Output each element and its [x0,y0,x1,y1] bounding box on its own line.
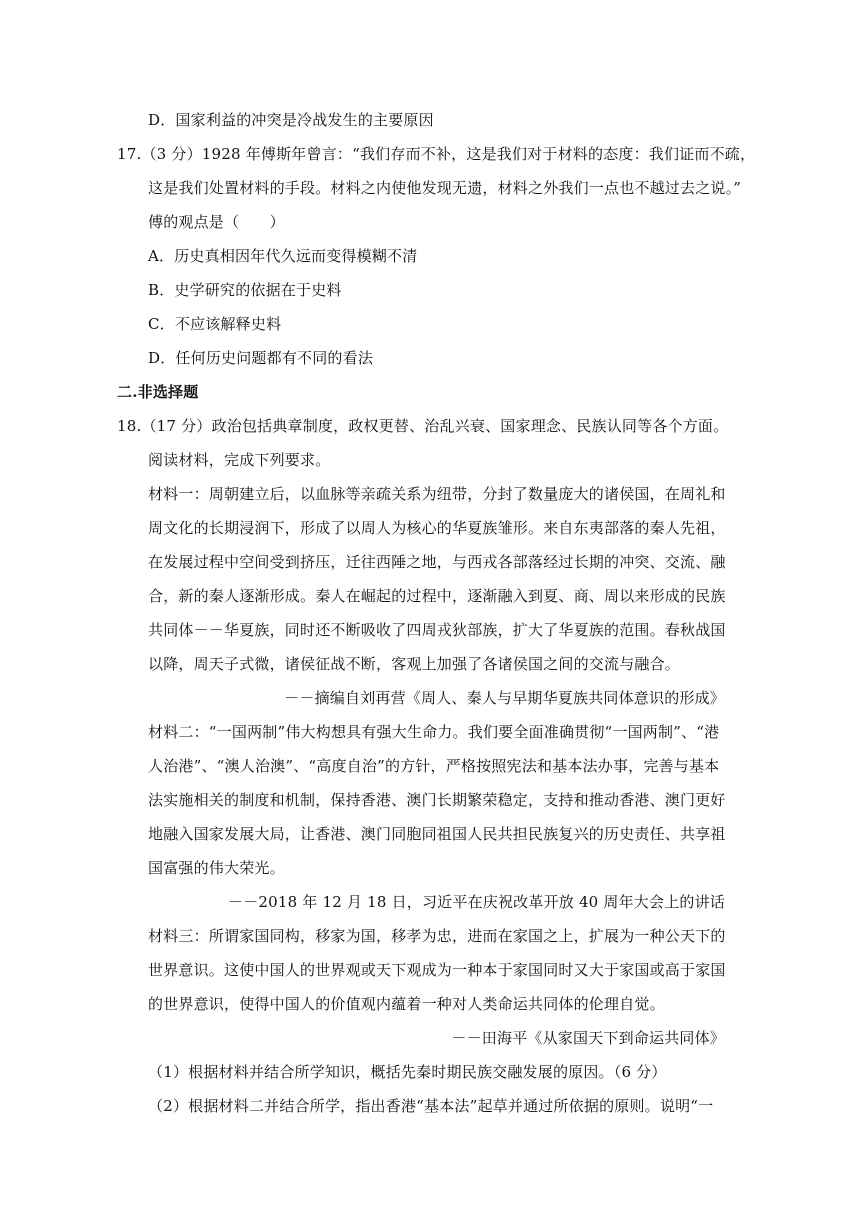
material-2-line: 材料二：“一国两制”伟大构想具有强大生命力。我们要全面准确贯彻“一国两制”、“港 [148,723,720,741]
material-3-line: 世界意识。这使中国人的世界观或天下观成为一种本于家国同时又大于家国或高于家国 [148,961,726,979]
material-2-line: 地融入国家发展大局，让香港、澳门同胞同祖国人民共担民族复兴的历史责任、共享祖 [148,825,726,843]
material-1-source: －－摘编自刘再营《周人、秦人与早期华夏族共同体意识的形成》 [284,689,725,707]
material-3-line: 材料三：所谓家国同构，移家为国，移孝为忠，进而在家国之上，扩展为一种公天下的 [148,927,726,945]
material-1-line: 周文化的长期浸润下，形成了以周人为核心的华夏族雏形。来自东夷部落的秦人先祖， [148,519,726,537]
material-1-line: 材料一：周朝建立后，以血脉等亲疏关系为纽带，分封了数量庞大的诸侯国，在周礼和 [148,485,726,503]
material-3-line: 的世界意识，使得中国人的价值观内蕴着一种对人类命运共同体的伦理自觉。 [148,995,665,1013]
q17-option-d: D．任何历史问题都有不同的看法 [148,349,374,367]
section-title-non-choice: 二.非选择题 [117,383,199,401]
q17-stem-line-1: 17.（3 分）1928 年傅斯年曾言：“我们存而不补，这是我们对于材料的态度：我们证而不疏， [117,145,756,163]
material-2-line: 法实施相关的制度和机制，保持香港、澳门长期繁荣稳定，支持和推动香港、澳门更好 [148,791,726,809]
material-1-line: 以降，周天子式微，诸侯征战不断，客观上加强了各诸侯国之间的交流与融合。 [148,655,681,673]
material-2-line: 人治港”、“澳人治澳”、“高度自治”的方针，严格按照宪法和基本法办事，完善与基本 [148,757,720,775]
material-1-line: 共同体－－华夏族，同时还不断吸收了四周戎狄部族，扩大了华夏族的范围。春秋战国 [148,621,726,639]
material-3-source: －－田海平《从家国天下到命运共同体》 [451,1029,725,1047]
q18-sub-question-2: （2）根据材料二并结合所学，指出香港“基本法”起草并通过所依据的原则。说明“一 [148,1097,714,1115]
q17-stem-line-3: 傅的观点是（ ） [148,213,285,231]
q18-sub-question-1: （1）根据材料并结合所学知识，概括先秦时期民族交融发展的原因。（6 分） [148,1063,667,1081]
q17-option-c: C．不应该解释史料 [148,315,282,333]
material-1-line: 合，新的秦人逐渐形成。秦人在崛起的过程中，逐渐融入到夏、商、周以来形成的民族 [148,587,726,605]
q18-stem-line-2: 阅读材料，完成下列要求。 [148,451,331,469]
material-1-line: 在发展过程中空间受到挤压，迁往西陲之地，与西戎各部落经过长期的冲突、交流、融 [148,553,726,571]
material-2-source: －－2018 年 12 月 18 日，习近平在庆祝改革开放 40 周年大会上的讲话 [227,893,725,911]
q16-option-d: D．国家利益的冲突是冷战发生的主要原因 [148,111,434,129]
q17-option-b: B．史学研究的依据在于史料 [148,281,342,299]
material-2-line: 国富强的伟大荣光。 [148,859,285,877]
q17-option-a: A．历史真相因年代久远而变得模糊不清 [148,247,418,265]
q18-stem-line-1: 18.（17 分）政治包括典章制度，政权更替、治乱兴衰、国家理念、民族认同等各个方面。 [117,417,729,435]
q17-stem-line-2: 这是我们处置材料的手段。材料之内使他发现无遗，材料之外我们一点也不越过去之说。” [148,179,742,197]
